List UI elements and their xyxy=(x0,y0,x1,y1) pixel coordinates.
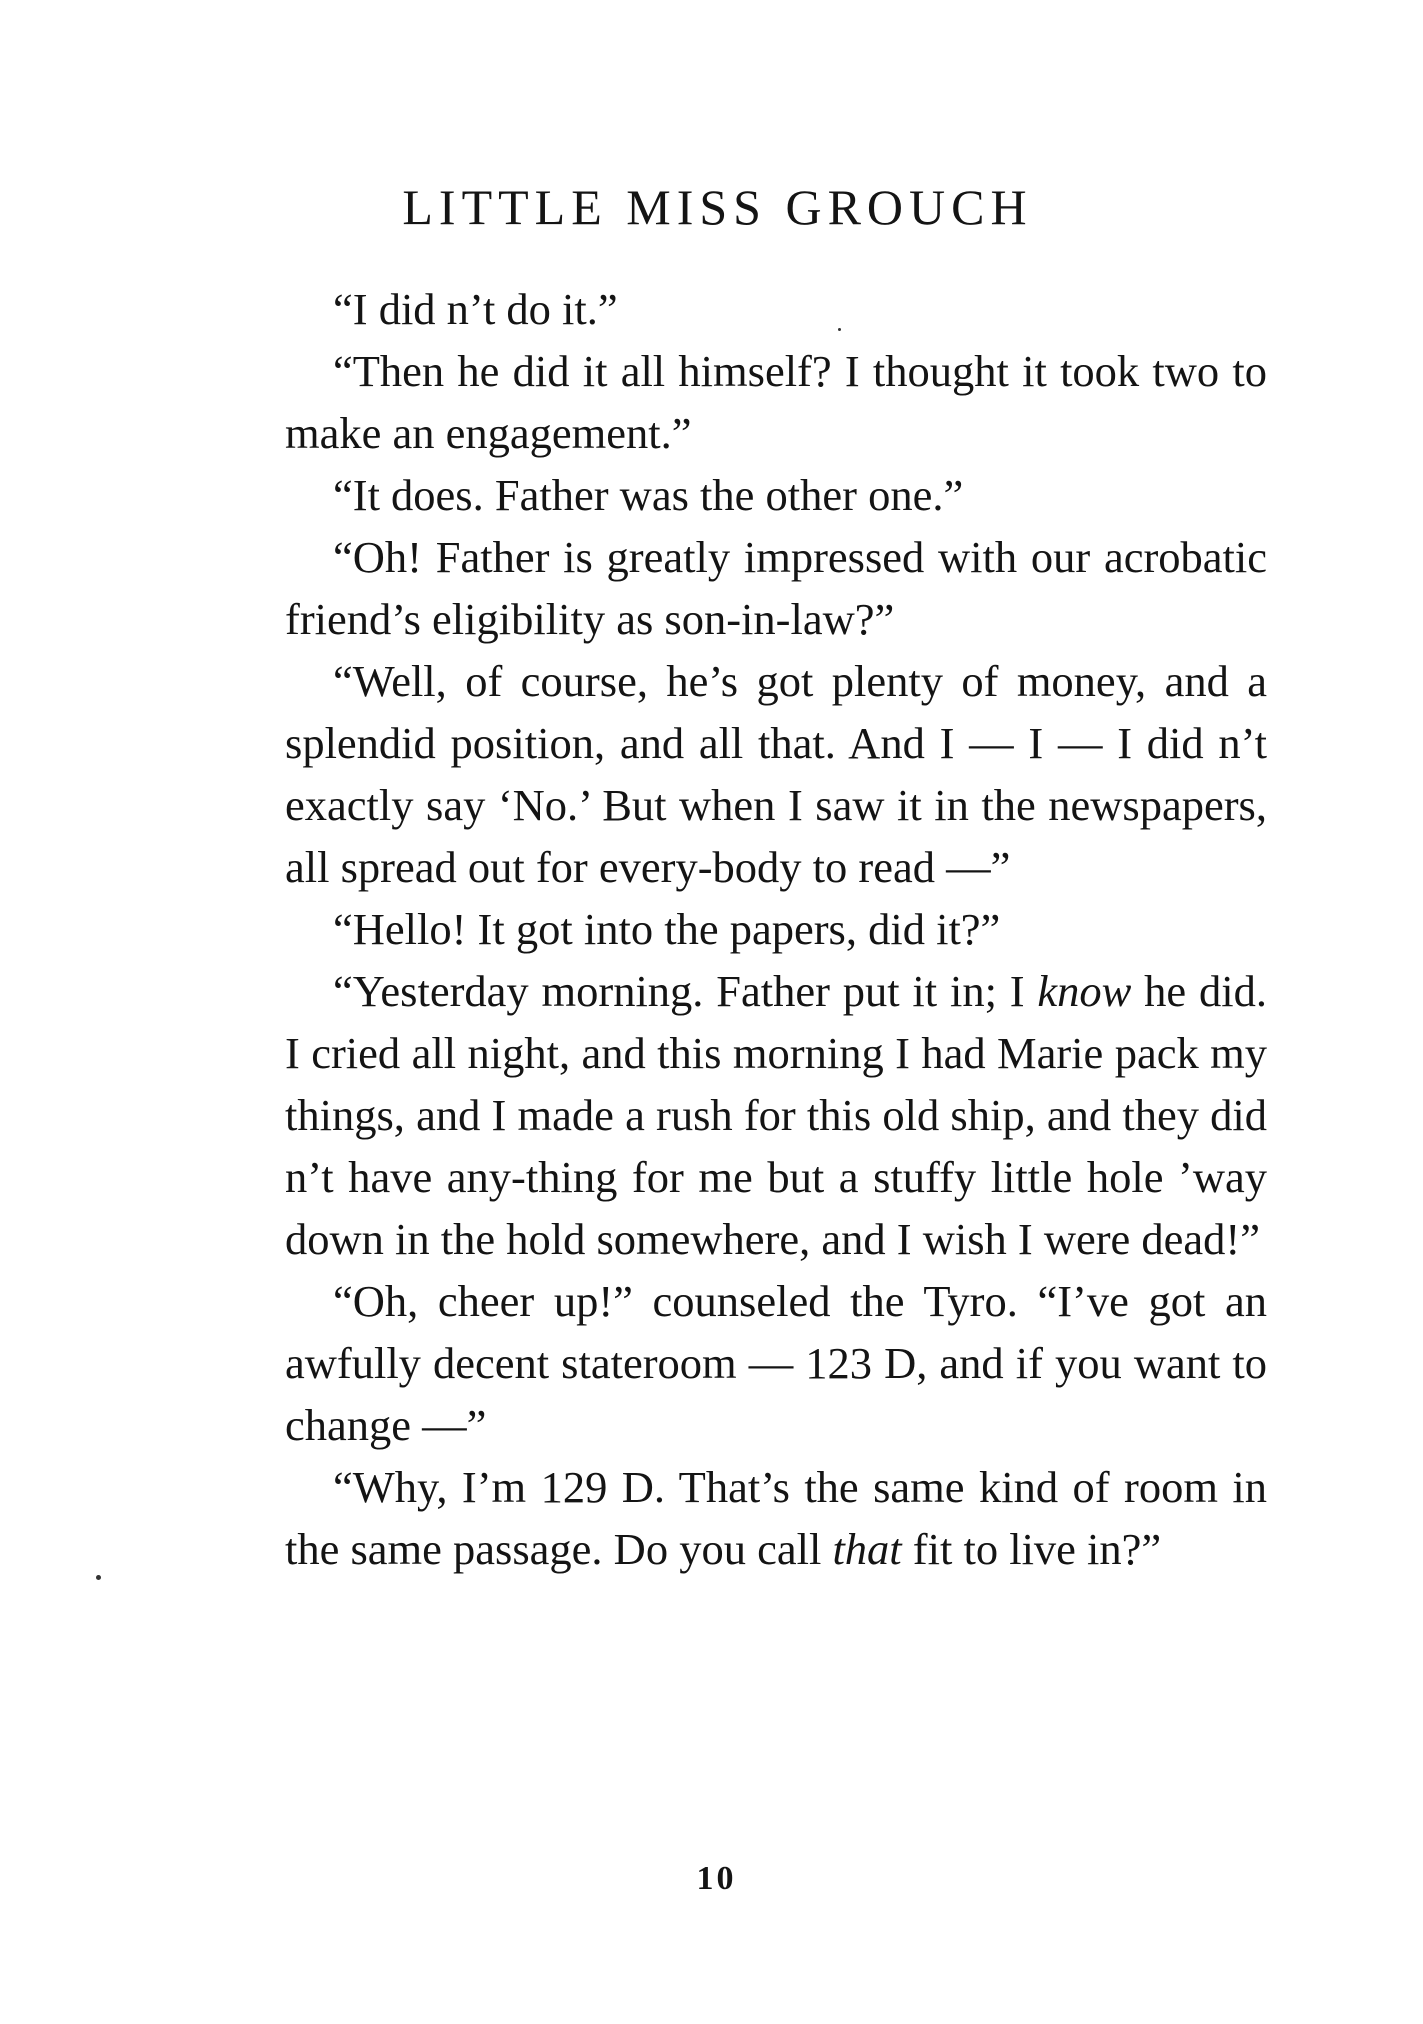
text-run: “Oh, cheer up!” counseled the Tyro. “I’ve got an awfully decent stateroom — 123 D, and if you want to change —” xyxy=(285,1276,1267,1450)
paragraph xyxy=(285,898,1267,960)
paragraph xyxy=(285,340,1267,464)
text-run: he did. I cried all night, and this morning I had Marie pack my things, and I made a rush for this old ship, and they did n’t have any-thing for me but a stuffy little hole ’way down in the hold somewhere, and I wish I were dead!” xyxy=(285,966,1267,1264)
text-run: “Why, I’m 129 D. That’s the same kind of room in the same passage. Do you call xyxy=(285,1462,1267,1574)
running-head: LITTLE MISS GROUCH xyxy=(402,179,1033,235)
ink-speck xyxy=(96,1575,101,1580)
paragraph xyxy=(285,464,1267,526)
text-run: fit to live in?” xyxy=(901,1524,1162,1574)
text-run: “Then he did it all himself? I thought it took two to make an engagement.” xyxy=(285,346,1267,458)
text-run: “Well, of course, he’s got plenty of money, and a splendid position, and all that. And I — I — I did n’t exactly say ‘No.’ But when I saw it in the newspapers, all spread out for every-body to read —” xyxy=(285,656,1267,892)
italic-text: that xyxy=(832,1524,902,1574)
body-text xyxy=(285,278,1267,1580)
paragraph xyxy=(285,526,1267,650)
paragraph xyxy=(285,1456,1267,1580)
text-run: “It does. Father was the other one.” xyxy=(333,470,964,520)
italic-text: know xyxy=(1037,966,1132,1016)
text-run: “I did n’t do it.” xyxy=(333,284,618,334)
page-number: 10 xyxy=(696,1860,737,1897)
ink-speck xyxy=(838,328,841,331)
paragraph xyxy=(285,278,1267,340)
paragraph xyxy=(285,650,1267,898)
paragraph xyxy=(285,960,1267,1270)
text-run: “Yesterday morning. Father put it in; I xyxy=(333,966,1038,1016)
text-run: “Hello! It got into the papers, did it?” xyxy=(333,904,1001,954)
text-run: “Oh! Father is greatly impressed with our acrobatic friend’s eligibility as son-in-law?” xyxy=(285,532,1267,644)
paragraph xyxy=(285,1270,1267,1456)
